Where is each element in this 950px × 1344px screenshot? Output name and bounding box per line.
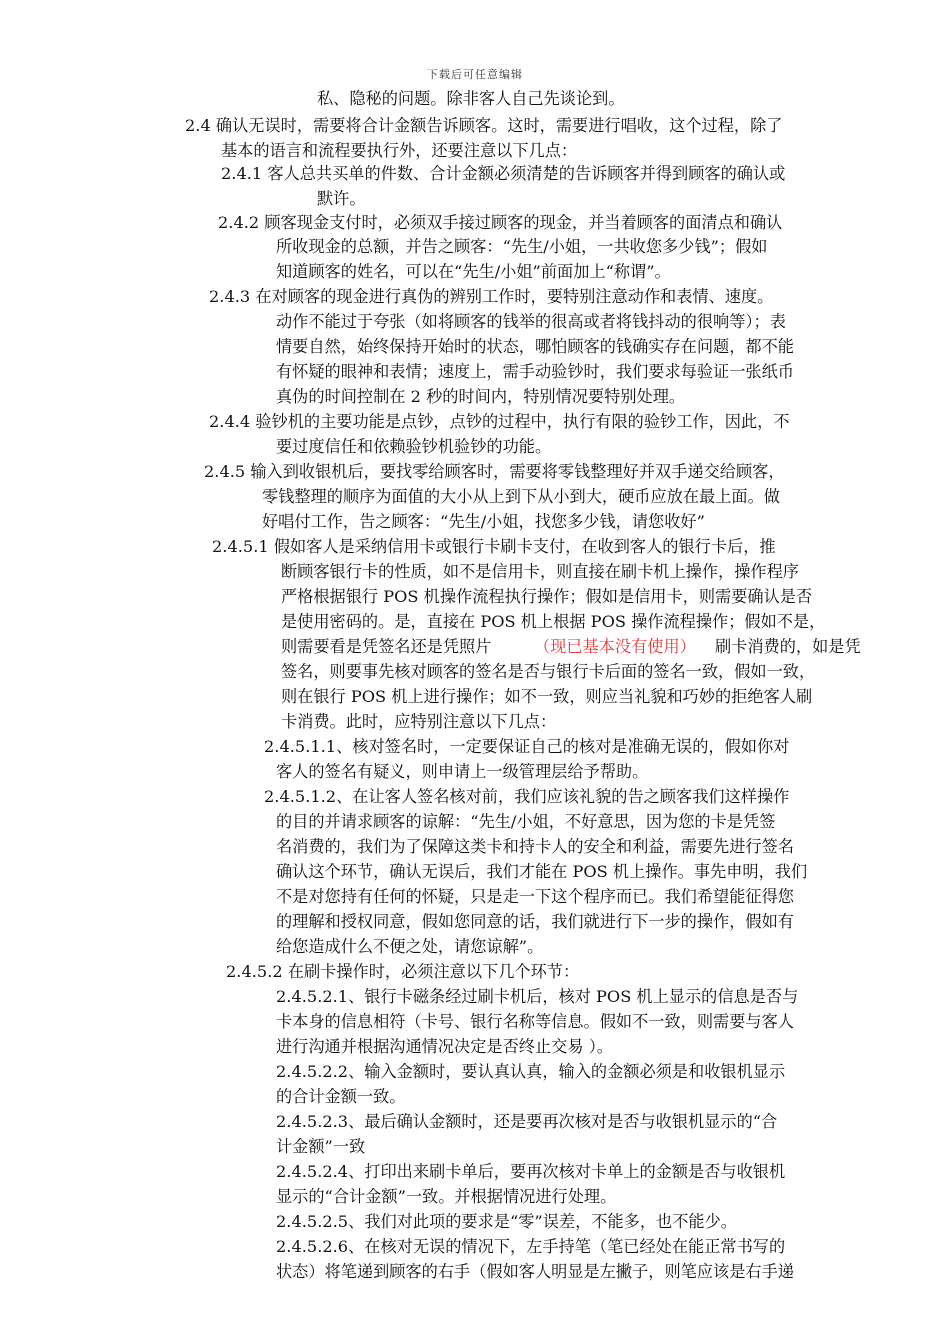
text-line: 则在银行 POS 机上进行操作；如不一致，则应当礼貌和巧妙的拒绝客人刷: [281, 687, 813, 706]
text-line: 2.4.1 客人总共买单的件数、合计金额必须清楚的告诉顾客并得到顾客的确认或: [221, 164, 786, 183]
text-line: 给您造成什么不便之处，请您谅解”。: [276, 937, 544, 956]
text-line: 零钱整理的顺序为面值的大小从上到下从小到大，硬币应放在最上面。做: [262, 487, 780, 506]
text-line: 状态）将笔递到顾客的右手（假如客人明显是左撇子，则笔应该是右手递: [276, 1262, 794, 1281]
text-line: 有怀疑的眼神和表情；速度上，需手动验钞时，我们要求每验证一张纸币: [276, 362, 794, 381]
text-line: 动作不能过于夸张（如将顾客的钱举的很高或者将钱抖动的很响等）；表: [276, 312, 786, 331]
text-line: 是使用密码的。是，直接在 POS 机上根据 POS 操作流程操作；假如不是，: [281, 612, 826, 631]
text-line: 情要自然，始终保持开始时的状态，哪怕顾客的钱确实存在问题，都不能: [276, 337, 794, 356]
text-line: 显示的“合计金额”一致。并根据情况进行处理。: [276, 1187, 617, 1206]
text-line: 刷卡消费的，如是凭: [715, 637, 861, 656]
text-line: 2.4.5.2.6、在核对无误的情况下，左手持笔（笔已经处在能正常书写的: [276, 1237, 786, 1256]
text-line: 的理解和授权同意，假如您同意的话，我们就进行下一步的操作，假如有: [276, 912, 794, 931]
text-line: 客人的签名有疑义，则申请上一级管理层给予帮助。: [276, 762, 649, 781]
text-line: 的合计金额一致。: [276, 1087, 406, 1106]
text-line: 2.4.5.2 在刷卡操作时，必须注意以下几个环节：: [226, 962, 580, 981]
page-header-note: 下载后可任意编辑: [427, 68, 523, 81]
text-line: 2.4.3 在对顾客的现金进行真伪的辨别工作时，要特别注意动作和表情、速度。: [209, 287, 774, 306]
text-line: （现已基本没有使用）: [534, 637, 696, 656]
text-line: 卡消费。此时，应特别注意以下几点：: [281, 712, 557, 731]
text-line: 名消费的，我们为了保障这类卡和持卡人的安全和利益，需要先进行签名: [276, 837, 794, 856]
text-line: 要过度信任和依赖验钞机验钞的功能。: [276, 437, 552, 456]
text-line: 基本的语言和流程要执行外，还要注意以下几点：: [221, 141, 578, 160]
text-line: 的目的并请求顾客的谅解：“先生/小姐，不好意思，因为您的卡是凭签: [276, 812, 776, 831]
text-line: 2.4.5.2.4、打印出来刷卡单后，要再次核对卡单上的金额是否与收银机: [276, 1162, 786, 1181]
text-line: 确认这个环节，确认无误后，我们才能在 POS 机上操作。事先申明，我们: [276, 862, 808, 881]
text-line: 2.4.4 验钞机的主要功能是点钞，点钞的过程中，执行有限的验钞工作，因此，不: [209, 412, 790, 431]
text-line: 私、隐秘的问题。除非客人自己先谈论到。: [317, 89, 625, 108]
text-line: 不是对您持有任何的怀疑，只是走一下这个程序而已。我们希望能征得您: [276, 887, 794, 906]
text-line: 2.4.5.2.2、输入金额时，要认真认真，输入的金额必须是和收银机显示: [276, 1062, 786, 1081]
text-line: 2.4.5.2.1、银行卡磁条经过刷卡机后，核对 POS 机上显示的信息是否与: [276, 987, 799, 1006]
text-line: 严格根据银行 POS 机操作流程执行操作；假如是信用卡，则需要确认是否: [281, 587, 813, 606]
text-line: 默许。: [317, 189, 366, 208]
text-line: 2.4.5.1.2、在让客人签名核对前，我们应该礼貌的告之顾客我们这样操作: [264, 787, 790, 806]
text-line: 所收现金的总额，并告之顾客：“先生/小姐，一共收您多少钱”；假如: [276, 237, 768, 256]
text-line: 卡本身的信息相符（卡号、银行名称等信息。假如不一致，则需要与客人: [276, 1012, 794, 1031]
text-line: 真伪的时间控制在 2 秒的时间内，特别情况要特别处理。: [276, 387, 686, 406]
text-line: 签名，则要事先核对顾客的签名是否与银行卡后面的签名一致，假如一致，: [281, 662, 816, 681]
text-line: 2.4 确认无误时，需要将合计金额告诉顾客。这时，需要进行唱收，这个过程，除了: [185, 116, 783, 135]
text-line: 2.4.5.2.3、最后确认金额时，还是要再次核对是否与收银机显示的“合: [276, 1112, 778, 1131]
text-line: 好唱付工作，告之顾客：“先生/小姐，找您多少钱，请您收好”: [262, 512, 705, 531]
text-line: 计金额”一致: [276, 1137, 366, 1156]
text-line: 则需要看是凭签名还是凭照片: [281, 637, 492, 656]
text-line: 2.4.5 输入到收银机后，要找零给顾客时，需要将零钱整理好并双手递交给顾客，: [204, 462, 785, 481]
text-line: 知道顾客的姓名，可以在“先生/小姐”前面加上“称谓”。: [276, 262, 671, 281]
text-line: 2.4.5.2.5、我们对此项的要求是“零”误差，不能多，也不能少。: [276, 1212, 737, 1231]
text-line: 2.4.5.1.1、核对签名时，一定要保证自己的核对是准确无误的，假如你对: [264, 737, 790, 756]
text-line: 2.4.2 顾客现金支付时，必须双手接过顾客的现金，并当着顾客的面清点和确认: [218, 213, 783, 232]
text-line: 进行沟通并根据沟通情况决定是否终止交易 ）。: [276, 1037, 613, 1056]
text-line: 断顾客银行卡的性质，如不是信用卡，则直接在刷卡机上操作，操作程序: [281, 562, 799, 581]
text-line: 2.4.5.1 假如客人是采纳信用卡或银行卡刷卡支付，在收到客人的银行卡后，推: [212, 537, 776, 556]
